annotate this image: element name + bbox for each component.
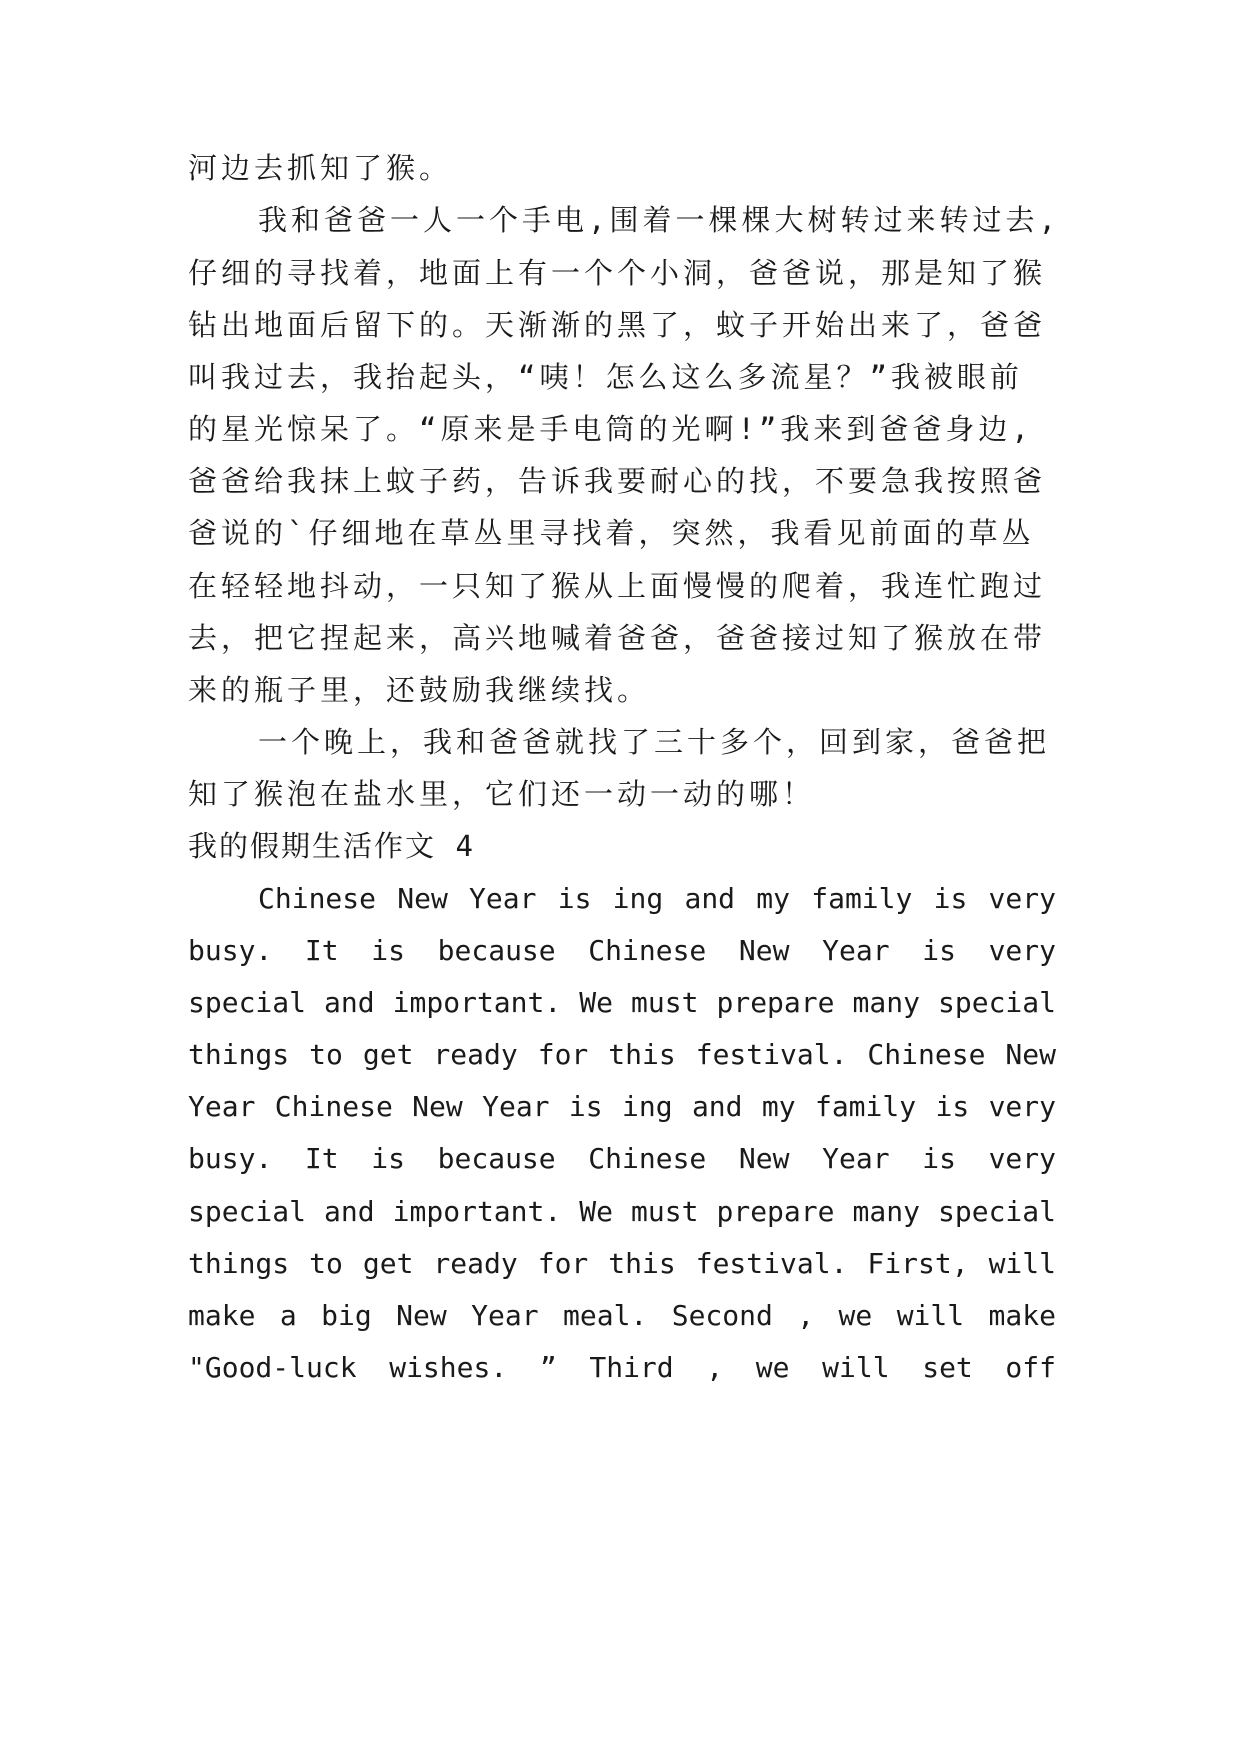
text-line: 我和爸爸一人一个手电,围着一棵棵大树转过来转过去,	[258, 203, 1060, 237]
section-heading: 我的假期生活作文 4	[188, 829, 475, 863]
text-line: 爸爸给我抹上蚊子药，告诉我要耐心的找，不要急我按照爸	[188, 464, 1047, 498]
text-line: 的星光惊呆了。“原来是手电筒的光啊!”我来到爸爸身边,	[188, 412, 1033, 446]
text-line: 爸说的`仔细地在草丛里寻找着，突然，我看见前面的草丛	[188, 516, 1035, 550]
text-line: Chinese New Year is ing and my family is very	[258, 882, 1056, 915]
text-line: Year Chinese New Year is ing and my family is very	[188, 1090, 1056, 1123]
text-line: 叫我过去，我抬起头，“咦！怎么这么多流星？”我被眼前	[188, 360, 1023, 394]
text-line: make a big New Year meal. Second , we will make	[188, 1299, 1056, 1332]
text-line: special and important. We must prepare many special	[188, 1195, 1056, 1228]
text-line: busy. It is because Chinese New Year is very	[188, 934, 1056, 967]
text-line: things to get ready for this festival. Chinese New	[188, 1038, 1056, 1071]
text-line: 一个晚上，我和爸爸就找了三十多个，回到家，爸爸把	[258, 725, 1051, 759]
text-line: things to get ready for this festival. First, will	[188, 1247, 1056, 1280]
text-line: 在轻轻地抖动，一只知了猴从上面慢慢的爬着，我连忙跑过	[188, 569, 1047, 603]
text-line: special and important. We must prepare many special	[188, 986, 1056, 1019]
text-line: 来的瓶子里，还鼓励我继续找。	[188, 673, 651, 707]
text-line: busy. It is because Chinese New Year is very	[188, 1142, 1056, 1175]
text-line: 仔细的寻找着，地面上有一个个小洞，爸爸说，那是知了猴	[188, 256, 1047, 290]
text-line: 去，把它捏起来，高兴地喊着爸爸，爸爸接过知了猴放在带	[188, 621, 1047, 655]
text-line: 钻出地面后留下的。天渐渐的黑了，蚊子开始出来了，爸爸	[188, 308, 1047, 342]
text-line: 河边去抓知了猴。	[188, 151, 453, 185]
text-line: "Good-luck wishes. ” Third , we will set off	[188, 1351, 1056, 1384]
text-line: 知了猴泡在盐水里，它们还一动一动的哪！	[188, 777, 816, 811]
